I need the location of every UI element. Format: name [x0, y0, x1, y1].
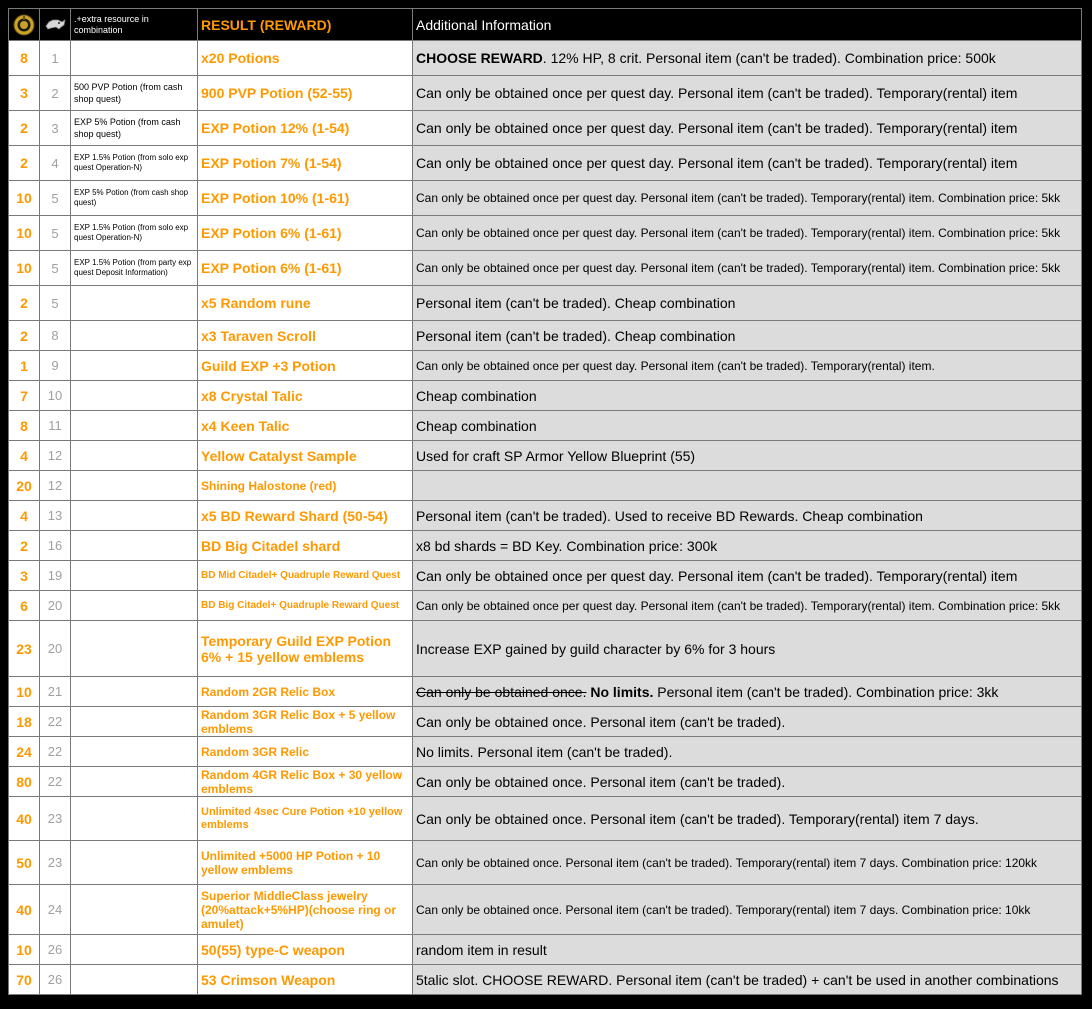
extra-resource-cell [71, 471, 198, 501]
extra-resource-cell [71, 321, 198, 351]
result-cell: 50(55) type-C weapon [198, 935, 413, 965]
extra-resource-cell [71, 381, 198, 411]
info-cell [413, 677, 1082, 707]
level-cell: 13 [40, 501, 71, 531]
result-cell: EXP Potion 7% (1-54) [198, 146, 413, 181]
extra-resource-cell [71, 677, 198, 707]
result-cell: Shining Halostone (red) [198, 471, 413, 501]
result-cell: Temporary Guild EXP Potion 6% + 15 yellow emblems [198, 621, 413, 677]
info-cell: Can only be obtained once per quest day. Personal item (can't be traded). Temporary(rental) item [413, 146, 1082, 181]
table-row [9, 797, 1082, 841]
info-cell: Personal item (can't be traded). Used to receive BD Rewards. Cheap combination [413, 501, 1082, 531]
level-cell: 22 [40, 737, 71, 767]
cost-cell: 7 [9, 381, 40, 411]
extra-resource-cell [71, 767, 198, 797]
level-cell: 20 [40, 591, 71, 621]
table-row [9, 501, 1082, 531]
level-cell: 24 [40, 885, 71, 935]
info-cell: Can only be obtained once per quest day. Personal item (can't be traded). Temporary(rental) item. Combination price: 5kk [413, 181, 1082, 216]
rhino-icon [44, 17, 66, 31]
cost-cell: 10 [9, 251, 40, 286]
extra-resource-cell [71, 935, 198, 965]
extra-resource-cell [71, 965, 198, 995]
table-row [9, 561, 1082, 591]
result-cell: Unlimited 4sec Cure Potion +10 yellow emblems [198, 797, 413, 841]
cost-cell: 3 [9, 561, 40, 591]
result-cell: EXP Potion 6% (1-61) [198, 251, 413, 286]
rewards-table-container [8, 8, 1082, 995]
table-row [9, 935, 1082, 965]
cost-cell: 10 [9, 677, 40, 707]
cost-cell: 18 [9, 707, 40, 737]
cost-cell: 2 [9, 286, 40, 321]
cost-cell: 20 [9, 471, 40, 501]
level-cell: 2 [40, 76, 71, 111]
table-row [9, 286, 1082, 321]
info-cell: 5talic slot. CHOOSE REWARD. Personal item (can't be traded) + can't be used in another combinations [413, 965, 1082, 995]
info-text: . 12% HP, 8 crit. Personal item (can't be traded). Combination price: 500k [542, 50, 996, 66]
cost-cell: 23 [9, 621, 40, 677]
result-cell: x3 Taraven Scroll [198, 321, 413, 351]
result-cell: 53 Crimson Weapon [198, 965, 413, 995]
header-extra-resource: .+extra resource in combination [71, 9, 198, 41]
table-row [9, 965, 1082, 995]
extra-resource-cell: EXP 1.5% Potion (from solo exp quest Operation-N) [71, 216, 198, 251]
cost-cell: 2 [9, 531, 40, 561]
extra-resource-cell [71, 841, 198, 885]
cost-cell: 80 [9, 767, 40, 797]
info-cell: x8 bd shards = BD Key. Combination price: 300k [413, 531, 1082, 561]
extra-resource-cell [71, 351, 198, 381]
table-row [9, 677, 1082, 707]
cost-cell: 2 [9, 146, 40, 181]
extra-resource-cell: EXP 5% Potion (from cash shop quest) [71, 181, 198, 216]
info-cell: Can only be obtained once per quest day. Personal item (can't be traded). Temporary(rental) item [413, 76, 1082, 111]
extra-resource-cell [71, 411, 198, 441]
rewards-table [8, 8, 1082, 995]
info-cell: Can only be obtained once. Personal item (can't be traded). [413, 707, 1082, 737]
info-text: Personal item (can't be traded). Combination price: 3kk [653, 683, 999, 700]
result-cell: x4 Keen Talic [198, 411, 413, 441]
extra-resource-cell: EXP 1.5% Potion (from party exp quest Deposit Information) [71, 251, 198, 286]
table-row [9, 841, 1082, 885]
extra-resource-cell [71, 885, 198, 935]
cost-cell: 50 [9, 841, 40, 885]
result-cell: x5 Random rune [198, 286, 413, 321]
cost-cell: 70 [9, 965, 40, 995]
info-cell: Can only be obtained once. Personal item (can't be traded). Temporary(rental) item 7 days. [413, 797, 1082, 841]
level-cell: 23 [40, 797, 71, 841]
extra-resource-cell [71, 41, 198, 76]
info-cell [413, 471, 1082, 501]
level-cell: 12 [40, 471, 71, 501]
info-struck-text: Can only be obtained once. [416, 683, 587, 700]
result-cell: BD Big Citadel shard [198, 531, 413, 561]
info-cell: No limits. Personal item (can't be traded). [413, 737, 1082, 767]
extra-resource-cell [71, 501, 198, 531]
info-cell: Can only be obtained once per quest day. Personal item (can't be traded). Temporary(rental) item [413, 561, 1082, 591]
table-row [9, 885, 1082, 935]
info-cell: Can only be obtained once per quest day. Personal item (can't be traded). Temporary(rental) item. Combination price: 5kk [413, 251, 1082, 286]
table-row [9, 471, 1082, 501]
result-cell: Unlimited +5000 HP Potion + 10 yellow emblems [198, 841, 413, 885]
cost-cell: 10 [9, 935, 40, 965]
info-cell: Personal item (can't be traded). Cheap combination [413, 286, 1082, 321]
level-cell: 22 [40, 707, 71, 737]
level-cell: 8 [40, 321, 71, 351]
result-cell: Random 4GR Relic Box + 30 yellow emblems [198, 767, 413, 797]
table-row [9, 767, 1082, 797]
result-cell: Yellow Catalyst Sample [198, 441, 413, 471]
info-cell: Can only be obtained once. Personal item (can't be traded). Temporary(rental) item 7 days. Combination price: 10kk [413, 885, 1082, 935]
level-cell: 12 [40, 441, 71, 471]
table-row [9, 441, 1082, 471]
extra-resource-cell [71, 286, 198, 321]
cost-cell: 1 [9, 351, 40, 381]
cost-cell: 8 [9, 411, 40, 441]
extra-resource-cell: EXP 5% Potion (from cash shop quest) [71, 111, 198, 146]
extra-resource-cell: EXP 1.5% Potion (from solo exp quest Operation-N) [71, 146, 198, 181]
info-highlight: CHOOSE REWARD [416, 50, 543, 66]
table-row [9, 181, 1082, 216]
level-cell: 5 [40, 216, 71, 251]
cost-cell: 6 [9, 591, 40, 621]
info-cell: Increase EXP gained by guild character by 6% for 3 hours [413, 621, 1082, 677]
header-additional-info: Additional Information [413, 9, 1082, 41]
level-cell: 16 [40, 531, 71, 561]
result-cell: BD Big Citadel+ Quadruple Reward Quest [198, 591, 413, 621]
extra-resource-cell [71, 707, 198, 737]
extra-resource-cell [71, 591, 198, 621]
level-cell: 4 [40, 146, 71, 181]
table-row [9, 251, 1082, 286]
info-cell: Can only be obtained once. Personal item (can't be traded). [413, 767, 1082, 797]
level-cell: 26 [40, 965, 71, 995]
result-cell: BD Mid Citadel+ Quadruple Reward Quest [198, 561, 413, 591]
level-cell: 3 [40, 111, 71, 146]
header-rhino-cell [40, 9, 71, 41]
table-row [9, 321, 1082, 351]
extra-resource-cell [71, 797, 198, 841]
table-row [9, 76, 1082, 111]
result-cell: x8 Crystal Talic [198, 381, 413, 411]
extra-resource-cell: 500 PVP Potion (from cash shop quest) [71, 76, 198, 111]
cost-cell: 4 [9, 441, 40, 471]
level-cell: 9 [40, 351, 71, 381]
result-cell: x20 Potions [198, 41, 413, 76]
table-header-row [9, 9, 1082, 41]
cost-cell: 40 [9, 797, 40, 841]
table-row [9, 737, 1082, 767]
cost-cell: 10 [9, 216, 40, 251]
table-row [9, 351, 1082, 381]
extra-resource-cell [71, 561, 198, 591]
extra-resource-cell [71, 531, 198, 561]
table-row [9, 411, 1082, 441]
extra-resource-cell [71, 621, 198, 677]
level-cell: 5 [40, 181, 71, 216]
table-row [9, 41, 1082, 76]
result-cell: Superior MiddleClass jewelry (20%attack+5%HP)(choose ring or amulet) [198, 885, 413, 935]
gold-coin-icon [13, 14, 35, 36]
info-cell: Cheap combination [413, 381, 1082, 411]
level-cell: 19 [40, 561, 71, 591]
level-cell: 10 [40, 381, 71, 411]
cost-cell: 10 [9, 181, 40, 216]
level-cell: 22 [40, 767, 71, 797]
result-cell: 900 PVP Potion (52-55) [198, 76, 413, 111]
info-cell: Can only be obtained once per quest day. Personal item (can't be traded). Temporary(rental) item. Combination price: 5kk [413, 216, 1082, 251]
table-row [9, 146, 1082, 181]
level-cell: 5 [40, 251, 71, 286]
table-row [9, 621, 1082, 677]
result-cell: Random 3GR Relic [198, 737, 413, 767]
cost-cell: 3 [9, 76, 40, 111]
result-cell: Guild EXP +3 Potion [198, 351, 413, 381]
cost-cell: 2 [9, 321, 40, 351]
table-row [9, 381, 1082, 411]
header-coin-cell [9, 9, 40, 41]
level-cell: 20 [40, 621, 71, 677]
result-cell: Random 3GR Relic Box + 5 yellow emblems [198, 707, 413, 737]
level-cell: 1 [40, 41, 71, 76]
result-cell: EXP Potion 10% (1-61) [198, 181, 413, 216]
header-result: RESULT (REWARD) [198, 9, 413, 41]
info-cell: Used for craft SP Armor Yellow Blueprint (55) [413, 441, 1082, 471]
info-cell: Cheap combination [413, 411, 1082, 441]
info-highlight: No limits. [586, 683, 654, 700]
cost-cell: 4 [9, 501, 40, 531]
info-cell [413, 41, 1082, 76]
result-cell: EXP Potion 12% (1-54) [198, 111, 413, 146]
cost-cell: 40 [9, 885, 40, 935]
info-cell: Can only be obtained once per quest day. Personal item (can't be traded). Temporary(rental) item. [413, 351, 1082, 381]
level-cell: 11 [40, 411, 71, 441]
result-cell: EXP Potion 6% (1-61) [198, 216, 413, 251]
extra-resource-cell [71, 441, 198, 471]
extra-resource-cell [71, 737, 198, 767]
result-cell: x5 BD Reward Shard (50-54) [198, 501, 413, 531]
table-row [9, 111, 1082, 146]
table-row [9, 531, 1082, 561]
table-row [9, 591, 1082, 621]
cost-cell: 2 [9, 111, 40, 146]
level-cell: 23 [40, 841, 71, 885]
info-cell: Can only be obtained once per quest day. Personal item (can't be traded). Temporary(rental) item. Combination price: 5kk [413, 591, 1082, 621]
cost-cell: 24 [9, 737, 40, 767]
table-row [9, 707, 1082, 737]
level-cell: 21 [40, 677, 71, 707]
table-row [9, 216, 1082, 251]
info-cell: Can only be obtained once. Personal item (can't be traded). Temporary(rental) item 7 days. Combination price: 120kk [413, 841, 1082, 885]
cost-cell: 8 [9, 41, 40, 76]
info-cell: Can only be obtained once per quest day. Personal item (can't be traded). Temporary(rental) item [413, 111, 1082, 146]
info-cell: random item in result [413, 935, 1082, 965]
result-cell: Random 2GR Relic Box [198, 677, 413, 707]
info-cell: Personal item (can't be traded). Cheap combination [413, 321, 1082, 351]
level-cell: 5 [40, 286, 71, 321]
level-cell: 26 [40, 935, 71, 965]
